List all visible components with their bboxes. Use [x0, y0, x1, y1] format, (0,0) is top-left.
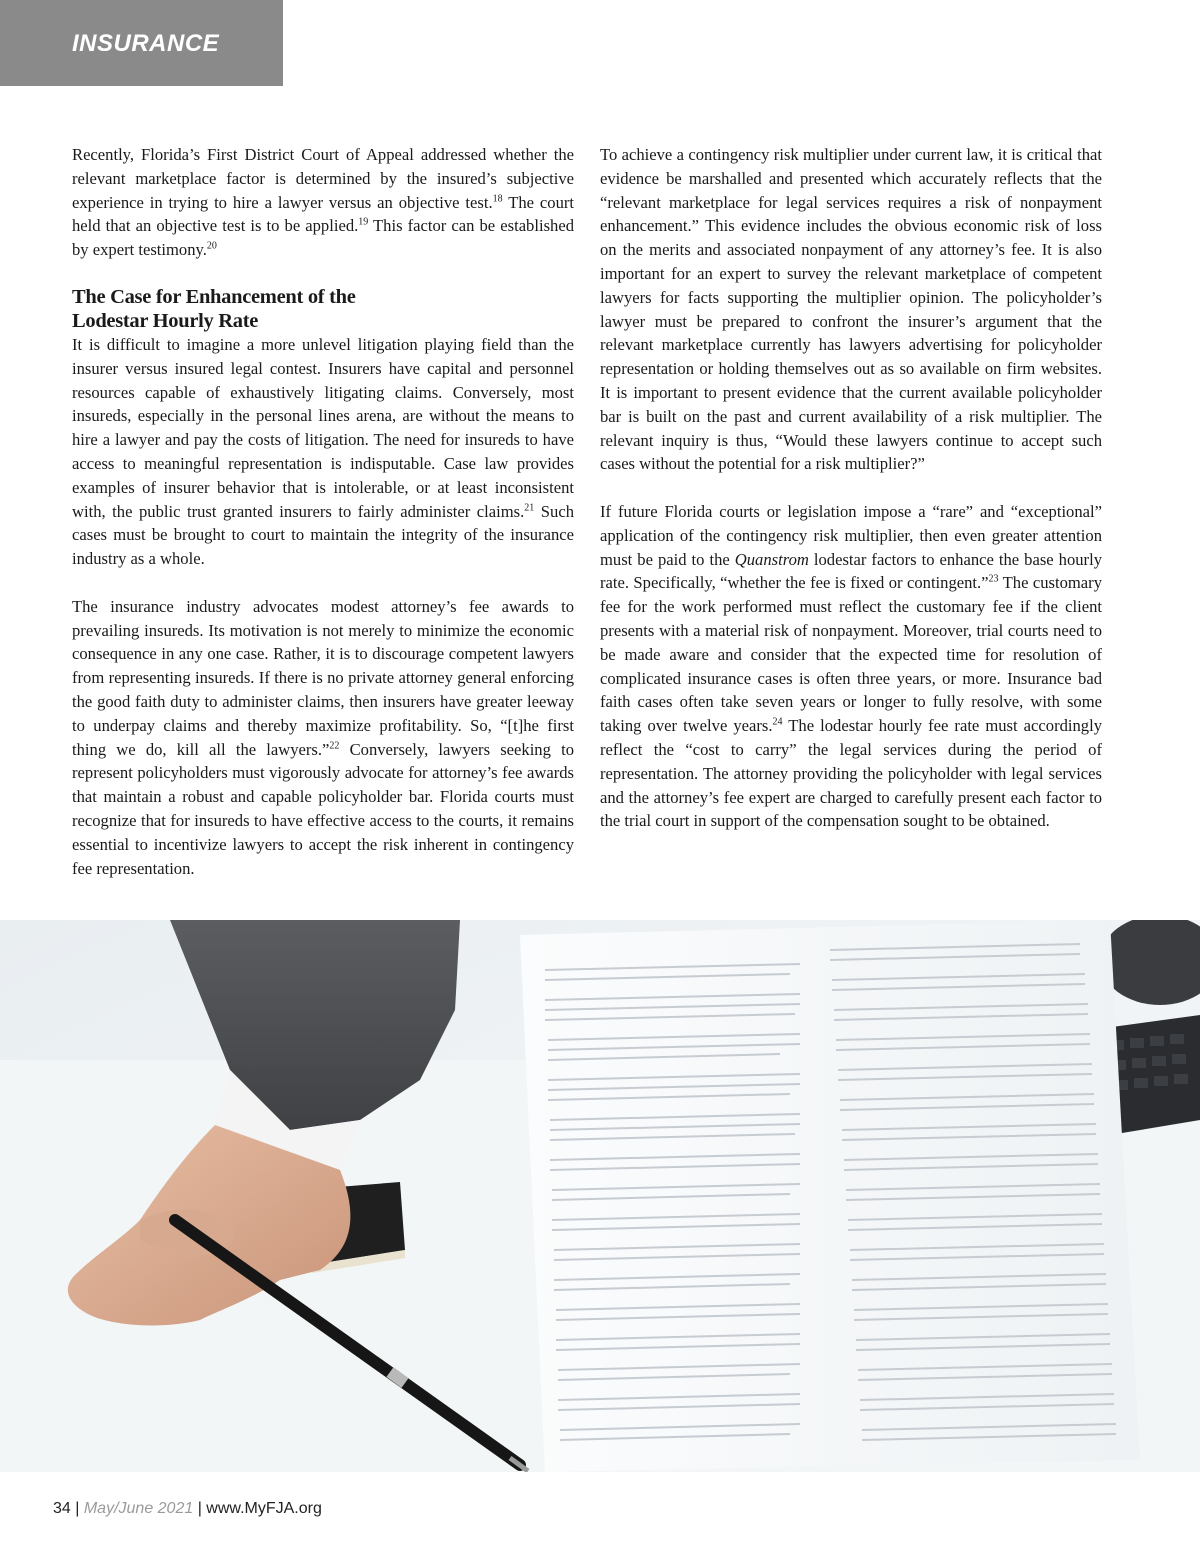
issue-date: May/June 2021	[83, 1500, 194, 1517]
footnote-ref: 18	[492, 193, 503, 205]
paragraph: Recently, Florida’s First District Court of Appeal addressed whether the relevant marketplace factor is determined by the insured’s subjective experience in trying to hire a lawyer versus an objective test.$^{18}$ The court held that an objective test is to be applied.$^{19}$ This factor can be established by expert testimony.$^{20}$	[72, 145, 575, 260]
paragraph: It is difficult to imagine a more unlevel litigation playing field than the insurer versus insured legal contest. Insurers have capital and personnel resources capable of exhaustively litigating claims. Conversely, most insureds, especially in the personal lines arena, are without the means to hire a lawyer and pay the costs of litigation. The need for insureds to have access to meaningful representation is indisputable. Case law provides examples of insurer behavior that is intolerable, or at least inconsistent with, the public trust granted insurers to fairly administer claims.$^{21}$ Such cases must be brought to court to maintain the integrity of the insurance industry as a whole.	[72, 334, 574, 569]
section-heading: The Case for Enhancement of the Lodestar Hourly Rate	[72, 285, 356, 332]
case-name: Quanstrom	[734, 549, 809, 569]
footnote-ref: 21	[524, 502, 535, 514]
photo-hand-with-pen-and-document	[0, 920, 1200, 1472]
footnote-ref: 24	[772, 716, 783, 728]
section-tab	[0, 0, 283, 86]
website-link[interactable]: www.MyFJA.org	[206, 1500, 322, 1517]
paragraph: If future Florida courts or legislation impose a “rare” and “exceptional” application of the contingency risk multiplier, then even greater attention must be paid to the Quanstrom lodestar factors to enhance the base hourly rate. Specifically, “whether the fee is fixed or contingent.”$^{23}$ The customary fee for the work performed must reflect the customary fee if the client presents with a material risk of nonpayment. Moreover, trial courts need to be made aware and consider that the expected time for resolution of complicated insurance cases is often three years, or more. Insurance bad faith cases often take seven years or longer to fully resolve, with some taking over twelve years.$^{24}$ The lodestar hourly fee rate must accordingly reflect the “cost to carry” the legal services during the period of representation. The attorney providing the policyholder with legal services and the attorney’s fee expert are charged to carefully present each factor to the trial court in support of the compensation sought to be obtained.	[600, 501, 1103, 831]
footnote-ref: 22	[329, 740, 340, 751]
right-column	[600, 143, 1102, 833]
photo-illustration	[0, 920, 1200, 1472]
footnote-ref: 20	[206, 240, 217, 252]
paragraph: The insurance industry advocates modest attorney’s fee awards to prevailing insureds. Its motivation is not merely to minimize the economic consequence in any one case. Rather, it is to discourage competent lawyers from representing insureds. If there is no private attorney general enforcing the good faith duty to administer claims, then insurers have greater leeway to underpay claims and thereby maximize profitability. So, “[t]he first thing we do, kill all the lawyers.”$^{22}$ Conversely, lawyers seeking to represent policyholders must vigorously advocate for attorney’s fee awards that maintain a robust and capable policyholder bar. Florida courts must recognize that for insureds to have effective access to the courts, it remains essential to incentivize lawyers to accept the risk inherent in contingency fee representation.	[72, 596, 574, 878]
page-footer: 34 | May/June 2021 | www.MyFJA.org	[53, 1500, 322, 1517]
footnote-ref: 19	[358, 216, 369, 228]
left-column	[72, 143, 574, 880]
paragraph: To achieve a contingency risk multiplier under current law, it is critical that evidence be marshalled and presented which accurately reflects that the “relevant marketplace for legal services requires a risk of nonpayment enhancement.” This evidence includes the obvious economic risk of loss on the merits and associated nonpayment of any attorney’s fee. It is also important for an expert to survey the relevant marketplace of competent lawyers for facts supporting the multiplier opinion. The policyholder’s lawyer must be prepared to confront the insurer’s argument that the relevant marketplace currently has lawyers advertising for policyholder representation or holding themselves out as so available on firm websites. It is important to present evidence that the current available policyholder bar is built on the past and current availability of a risk multiplier. The relevant inquiry is thus, “Would these lawyers continue to accept such cases without the potential for a risk multiplier?”	[600, 145, 1102, 474]
footnote-ref: 23	[988, 573, 999, 585]
page-number: 34	[53, 1500, 71, 1517]
section-label: INSURANCE	[72, 30, 220, 57]
